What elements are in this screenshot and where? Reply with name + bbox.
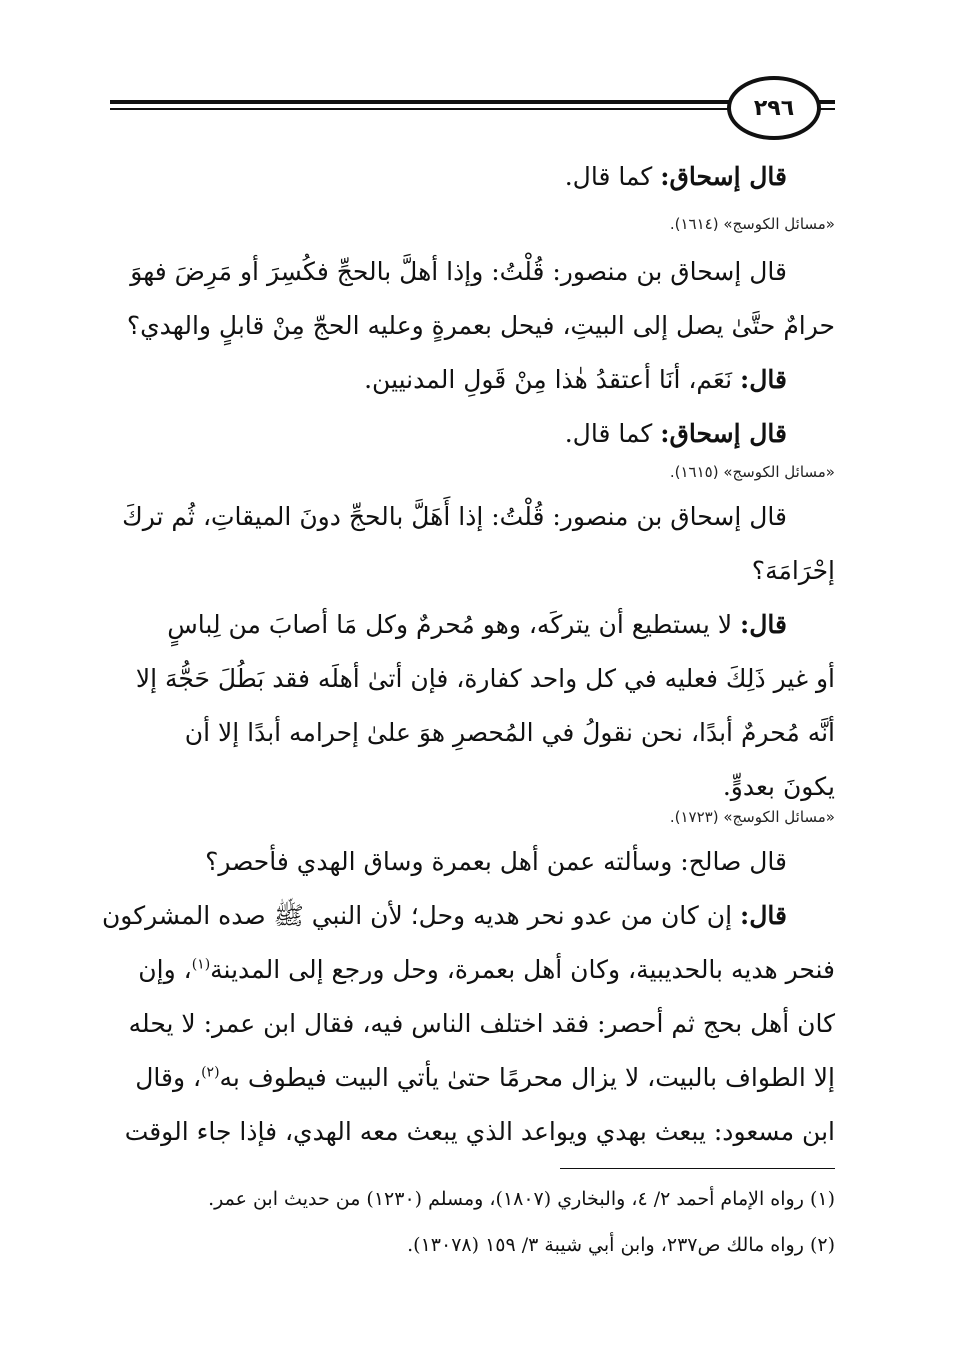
speaker-label: قال:: [740, 610, 787, 639]
question-line: حرامٌ حتَّىٰ يصل إلى البيتِ، فيحل بعمرةٍ وعليه الحجّ مِنْ قابلٍ والهدي؟: [126, 311, 835, 340]
source-citation: «مسائل الكوسج» (١٧٢٣).: [669, 808, 835, 826]
answer-line: [110, 598, 835, 652]
speaker-label: قال:: [740, 901, 787, 930]
question-line: قال إسحاق بن منصور: قُلْتُ: إذا أَهَلَّ بالحجِّ دونَ الميقاتِ، ثُم تركَ: [122, 502, 787, 531]
answer-line: [110, 943, 835, 997]
answer-line: [101, 889, 835, 943]
footnote-text: رواه مالك ص٢٣٧، وابن أبي شيبة ٣/ ١٥٩ (١٣٠٧٨).: [407, 1234, 804, 1256]
answer-text: نَعَم، أنَا أعتقدُ هٰذا مِنْ قَولِ المدنيين.: [364, 365, 733, 394]
footnote-mark: (١): [809, 1188, 835, 1210]
answer-text: ، وإن: [138, 955, 192, 984]
header-rule: [110, 100, 835, 104]
answer-line: كان أهل بحج ثم أحصر: فقد اختلف الناس فيه، فقال ابن عمر: لا يحله: [128, 1009, 835, 1038]
question-line: إحْرَامَهَ؟: [751, 556, 835, 585]
question-line: قال إسحاق بن منصور: قُلْتُ: وإذا أهلَّ بالحجِّ فكُسِرَ أو مَرِضَ فهوَ: [130, 257, 787, 286]
footnote-mark: (٢): [809, 1234, 835, 1256]
speaker-label: قال إسحاق:: [660, 162, 787, 191]
footnote-divider: [560, 1168, 835, 1169]
entry-text: كما قال.: [564, 162, 653, 191]
footnote: [110, 1234, 835, 1256]
answer-text: إلا الطواف بالبيت، لا يزال محرمًا حتىٰ يأتي البيت فيطوف به: [219, 1063, 835, 1092]
speaker-label: قال إسحاق:: [660, 419, 787, 448]
answer-line: [110, 353, 835, 407]
entry-1: [110, 150, 835, 204]
entry-3: [110, 490, 835, 814]
source-citation: «مسائل الكوسج» (١٦١٤).: [669, 215, 835, 233]
question-line: قال صالح: وسألته عمن أهل بعمرة وساق الهدي فأحصر؟: [205, 847, 787, 876]
entry-line: [110, 150, 835, 204]
footnote: [110, 1188, 835, 1210]
footnote-ref[interactable]: (١): [191, 956, 211, 973]
entry-4: [101, 835, 835, 1159]
answer-text: إن كان من عدو نحر هديه وحل؛ لأن النبي ﷺ صده المشركون: [101, 901, 733, 930]
source-citation: «مسائل الكوسج» (١٦١٥).: [669, 463, 835, 481]
speaker-label: قال:: [740, 365, 787, 394]
answer-line: يكونَ بعدوٍّ.: [722, 772, 835, 801]
entry-line: [110, 407, 835, 461]
entry-2: [110, 245, 835, 461]
footnote-ref[interactable]: (٢): [201, 1064, 220, 1081]
answer-line: [110, 1051, 835, 1105]
answer-line: أنَّه مُحرمٌ أبدًا، نحن نقولُ في المُحصرِ هوَ علىٰ إحرامه أبدًا إلا أن: [184, 718, 835, 747]
entry-text: كما قال.: [564, 419, 653, 448]
answer-text: ، وقال: [135, 1063, 202, 1092]
answer-text: لا يستطيع أن يتركَه، وهو مُحرمٌ وكل مَا أصابَ من لِباسٍ: [167, 610, 733, 639]
page-number: ٢٩٦: [727, 76, 821, 140]
answer-text: فنحر هديه بالحديبية، وكان أهل بعمرة، وحل ورجع إلى المدينة: [210, 955, 835, 984]
answer-line: ابن مسعود: يبعث بهدي ويواعد الذي يبعث معه الهدي، فإذا جاء الوقت: [124, 1117, 835, 1146]
footnote-text: رواه الإمام أحمد ٢/ ٤، والبخاري (١٨٠٧)، ومسلم (١٢٣٠) من حديث ابن عمر.: [208, 1188, 804, 1210]
answer-line: أو غير ذَلِكَ فعليه في كل واحد كفارة، فإن أتىٰ أهلَه فقد بَطُلَ حَجُّهَ إلا: [135, 664, 835, 693]
